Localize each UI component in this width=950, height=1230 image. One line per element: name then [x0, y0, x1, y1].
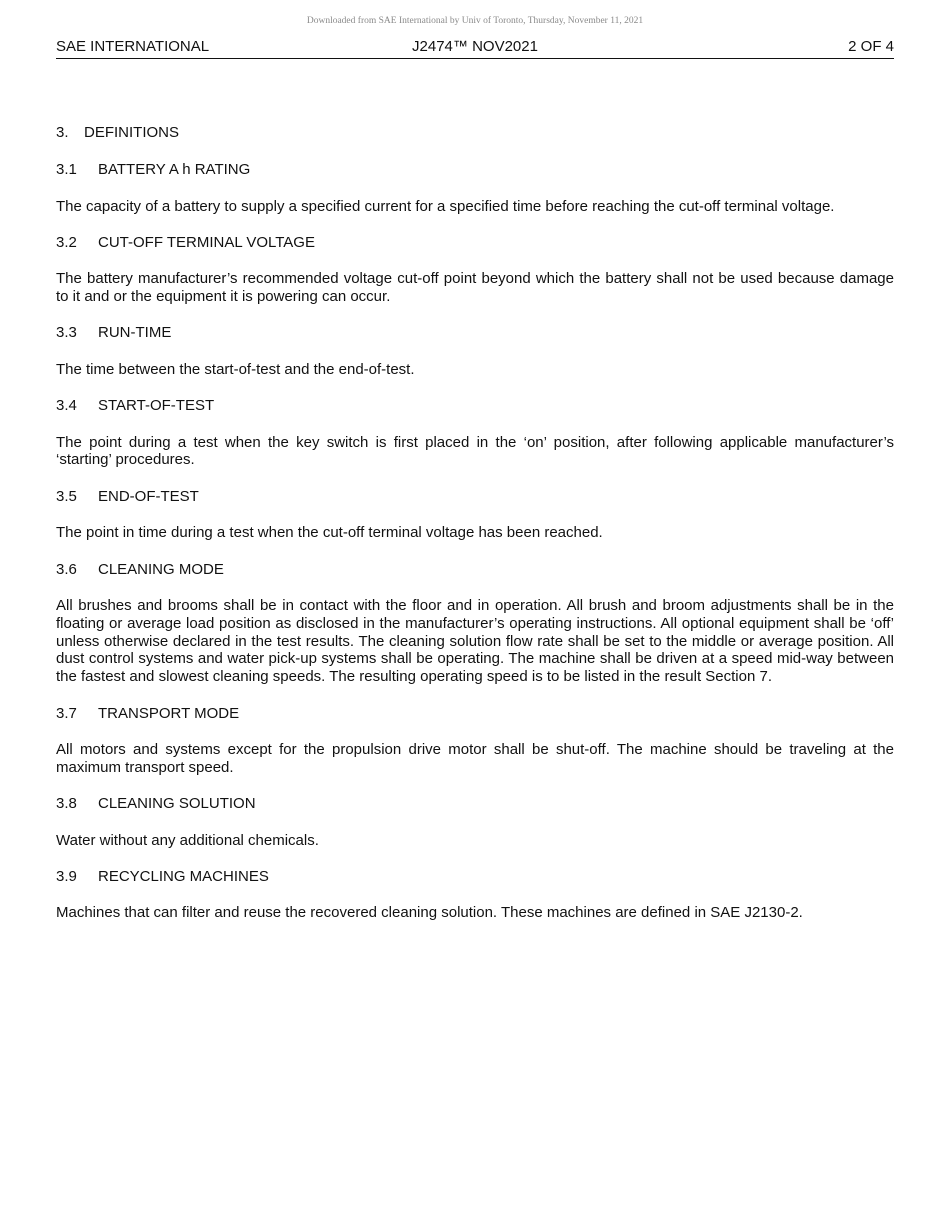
definition-text-3-3: The time between the start-of-test and the end-of-test.	[56, 360, 415, 378]
definition-number: 3.8	[56, 795, 77, 813]
definition-number: 3.1	[56, 161, 77, 178]
page-header	[56, 38, 894, 59]
definition-heading-3-2	[56, 234, 894, 252]
definition-text-3-8: Water without any additional chemicals.	[56, 831, 319, 849]
definition-heading-3-1	[56, 161, 894, 179]
definition-text-3-4: The point during a test when the key switch is first placed in the ‘on’ position, after following applicable manufacturer’s ‘starting’ procedures.	[56, 433, 894, 469]
definition-heading-3-6	[56, 561, 894, 579]
definition-heading-3-3	[56, 324, 894, 342]
definition-number: 3.4	[56, 397, 77, 415]
header-doc-id: J2474™ NOV2021	[412, 38, 538, 55]
definition-heading-3-5	[56, 488, 894, 506]
section-heading	[56, 124, 894, 142]
definition-title: END-OF-TEST	[98, 487, 199, 505]
definition-number: 3.6	[56, 560, 77, 578]
definition-title: START-OF-TEST	[98, 397, 215, 415]
definition-title: CLEANING MODE	[98, 560, 224, 578]
definition-text-3-2: The battery manufacturer’s recommended voltage cut-off point beyond which the battery shall not be used because damage to it and or the equipment it is powering can occur.	[56, 270, 894, 306]
definition-title: CUT-OFF TERMINAL VOLTAGE	[98, 233, 315, 251]
definition-number: 3.3	[56, 324, 77, 342]
section-title: DEFINITIONS	[84, 124, 180, 141]
definition-number: 3.9	[56, 867, 77, 885]
document-body	[56, 124, 894, 941]
definition-title: TRANSPORT MODE	[98, 704, 240, 722]
definition-text-3-7: All motors and systems except for the propulsion drive motor shall be shut-off. The machine should be traveling at the maximum transport speed.	[56, 741, 894, 776]
download-watermark: Downloaded from SAE International by Univ of Toronto, Thursday, November 11, 2021	[306, 16, 644, 26]
definition-text-3-9: Machines that can filter and reuse the recovered cleaning solution. These machines are defined in SAE J2130-2.	[56, 904, 803, 922]
header-page-number: 2 OF 4	[848, 38, 894, 55]
definition-title: RECYCLING MACHINES	[98, 867, 269, 885]
definition-title: CLEANING SOLUTION	[98, 795, 256, 813]
definition-heading-3-9	[56, 868, 894, 886]
definition-heading-3-8	[56, 795, 894, 813]
definition-text-3-5: The point in time during a test when the cut-off terminal voltage has been reached.	[56, 524, 603, 542]
section-number: 3.	[56, 124, 69, 141]
definition-heading-3-7	[56, 705, 894, 723]
definition-number: 3.5	[56, 487, 77, 505]
definition-number: 3.2	[56, 233, 77, 251]
definition-text-3-1: The capacity of a battery to supply a specified current for a specified time before reaching the cut-off terminal voltage.	[56, 197, 835, 215]
definition-text-3-6: All brushes and brooms shall be in contact with the floor and in operation. All brush and broom adjustments shall be in the floating or average load position as disclosed in the manufacturer’s operating instructions. All optional equipment shall be ‘off’ unless otherwise declared in the test results. The cleaning solution flow rate shall be set to the middle or average position. All dust control systems and water pick-up systems shall be operating. The machine shall be driven at a speed mid-way between the fastest and slowest cleaning speeds. The resulting operating speed is to be listed in the result Section 7.	[56, 597, 894, 686]
definition-title: BATTERY A h RATING	[98, 161, 251, 178]
definition-title: RUN-TIME	[98, 324, 172, 342]
definition-heading-3-4	[56, 397, 894, 415]
header-publisher: SAE INTERNATIONAL	[56, 38, 210, 55]
definition-number: 3.7	[56, 704, 77, 722]
